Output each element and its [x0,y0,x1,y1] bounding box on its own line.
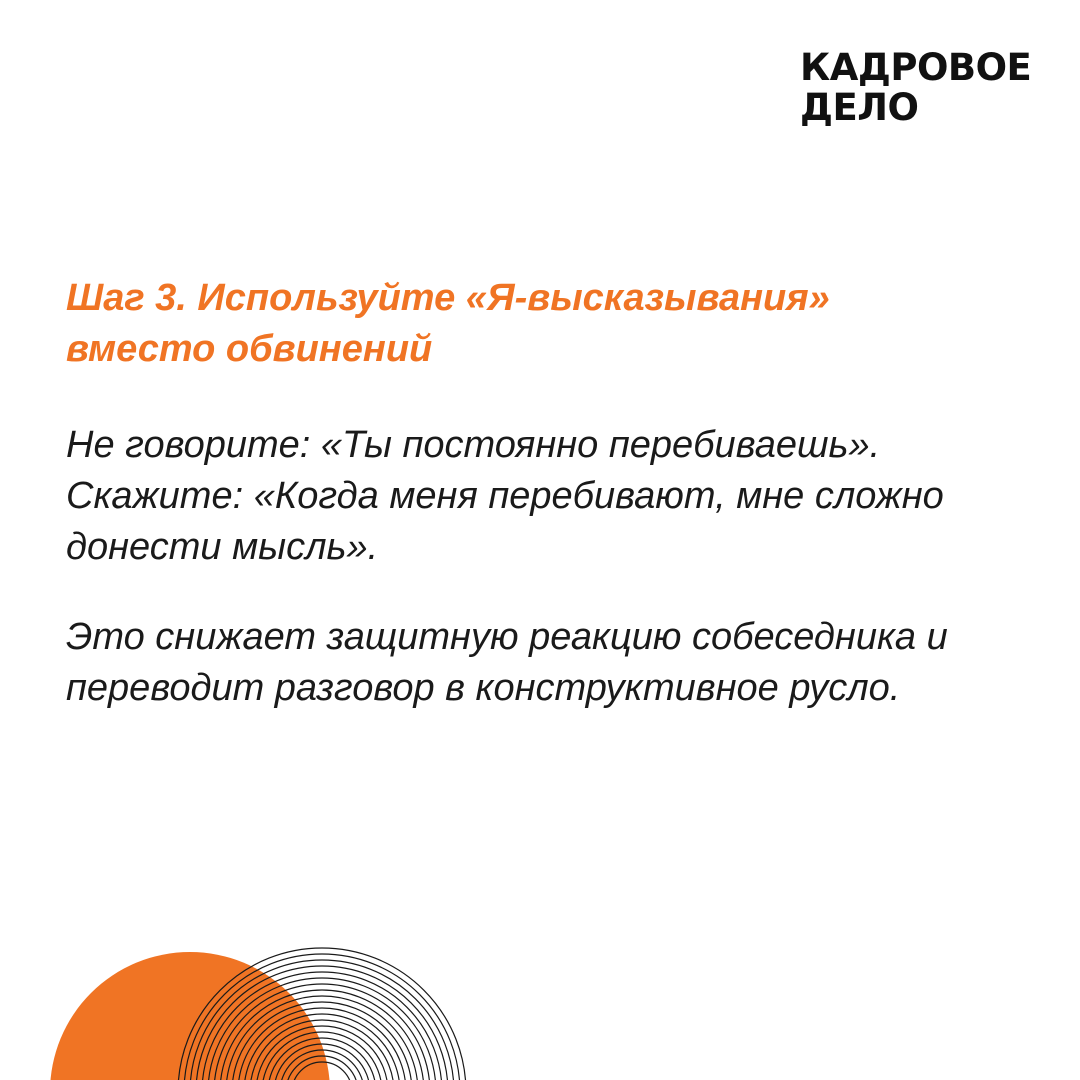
paragraph1-line-1: Не говорите: «Ты постоянно перебиваешь». [66,424,881,466]
example-paragraph [66,420,1026,573]
logo-line-1: КАДРОВОЕ [800,46,1032,89]
logo-line-2: ДЕЛО [800,86,919,129]
heading-line-1: Шаг 3. Используйте «Я-высказывания» [66,277,830,319]
paragraph2-line-1: Это снижает защитную реакцию собеседника и [66,616,948,658]
heading-line-2: вместо обвинений [66,328,433,370]
brand-logo [800,48,1031,128]
effect-paragraph [66,612,1026,714]
step-heading [66,273,1026,375]
paragraph1-line-2: Скажите: «Когда меня перебивают, мне сложно [66,475,944,517]
paragraph1-line-3: донести мысль». [66,526,379,568]
paragraph2-line-2: переводит разговор в конструктивное русло. [66,667,901,709]
decorative-circles [0,900,520,1080]
